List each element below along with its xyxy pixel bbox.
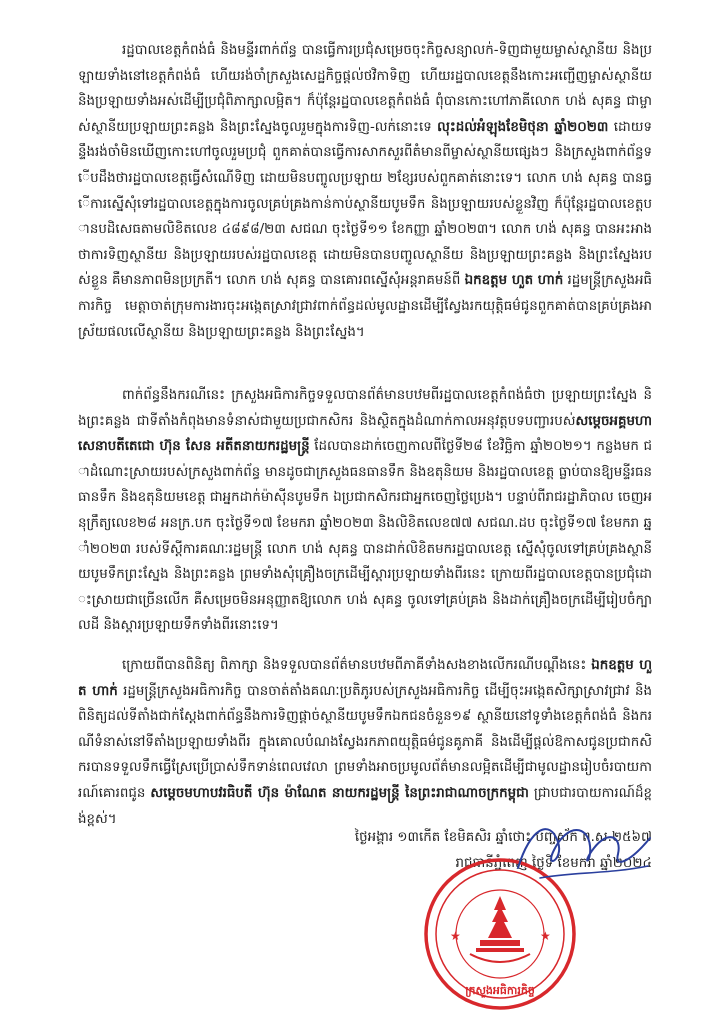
paragraph-3-prime-minister-name: សម្តេចមហាបវរធិបតី ហ៊ុន ម៉ាណែត នាយករដ្ឋមន្ត្រី នៃព្រះរាជាណាចក្រកម្ពុជា [150, 785, 529, 801]
paragraph-1-text-c: រដ្ឋមន្ត្រីក្រសួងអធិការកិច្ច មេត្តាចាត់ក្រុមការងារចុះអង្កេតស្រាវជ្រាវពាក់ព័ន្ធដល់មូលដ្ឋានដើម្បីស្វែងរកយុត្តិធម៌ជូនពួកគាត់បានគ្រប់គ្រងអាស្រ័យផលលើស្ថានីយ និងប្រឡាយព្រះគន្លង និងព្រះស្នែង។ [78, 273, 652, 340]
paragraph-3-text-c: ជ្រាបជារបាយការណ៍ដ៏ខ្ពង់ខ្ពស់។ [78, 785, 653, 827]
paragraph-1-text-b: ដោយទន្ទឹងរង់ចាំមិនឃើញកោះហៅចូលរួមប្រជុំ ពួកគាត់បានធ្វើការសាកសួរពីតំមានពីម្ចាស់ស្ថានីយផ្សេងៗ និងក្រសួងពាក់ព័ន្ធទើបដឹងថារដ្ឋបាលខេត្តធ្វើសំណើទិញ ដោយមិនបញ្ចូលប្រឡាយ ២ខ្សែរបស់ពួកគាត់នោះទេ។ លោក ហង់ សុគន្ធ បានធ្វើការស្នើសុំទៅរដ្ឋបាលខេត្តក្នុងការចូលគ្រប់គ្រងកាន់កាប់ស្ថានីយបូមទឹក និងប្រឡាយរបស់ខ្លួនវិញ ក៏ប៉ុន្តែរដ្ឋបាលខេត្តបានបដិសេធតាមលិខិតលេខ ៤៨៩៨/២៣ សជណ ចុះថ្ងៃទី១១ ខែកញ្ញា ឆ្នាំ២០២៣។ លោក ហង់ សុគន្ធ បានអះអាងថាការទិញស្ថានីយ និងប្រឡាយរបស់រដ្ឋបាលខេត្ត ដោយមិនបានបញ្ចូលស្ថានីយ និងប្រឡាយព្រះគន្លង និងព្រះស្នែងរបស់ខ្លួន គឺមានភាពមិនប្រក្រតី។ លោក ហង់ សុគន្ធ បានគោរពស្នើសុំអន្តរាគមន៍ពី [78, 119, 652, 289]
paragraph-2-text-b: ដែលបានដាក់ចេញកាលពីថ្ងៃទី២៨ ខែវិច្ឆិកា ឆ្នាំ២០២១។ កន្លងមក ជាដំណោះស្រាយរបស់ក្រសួងពាក់ព័ន្ធ មានដូចជាក្រសួងធនធានទឹក និងឧតុនិយម និងរដ្ឋបាលខេត្ត ធ្លាប់បានឱ្យមន្ទីរធនធានទឹក និងឧតុនិយមខេត្ត ជាអ្នកដាក់ម៉ាស៊ីនបូមទឹក ឯប្រជាកសិករជាអ្នកចេញថ្លៃប្រេង។ បន្ទាប់ពីរាជរដ្ឋាភិបាល ចេញអនុក្រឹត្យលេខ២៨ អនក្រ.បក ចុះថ្ងៃទី១៧ ខែមករា ឆ្នាំ២០២៣ និងលិខិតលេខ៧៧ សជណ.ដប ចុះថ្ងៃទី១៧ ខែមករា ឆ្នាំ២០២៣ របស់ទីស្តីការគណៈរដ្ឋមន្ត្រី លោក ហង់ សុគន្ធ បានដាក់លិខិតមករដ្ឋបាលខេត្ត ស្នើសុំចូលទៅគ្រប់គ្រងស្ថានីយបូមទឹកព្រះស្នែង និងព្រះគន្លង ព្រមទាំងសុំគ្រឿងចក្រដើម្បីស្តារប្រឡាយទាំងពីរនេះ ក្រោយពីរដ្ឋបាលខេត្តបានប្រជុំដោះស្រាយជាច្រើនលើក គឺសម្រេចមិនអនុញ្ញាតឱ្យលោក ហង់ សុគន្ធ ចូលទៅគ្រប់គ្រង និងដាក់គ្រឿងចក្រដើម្បីរៀបចំក្បាលដី និងស្តារប្រឡាយទឹកទាំងពីរនោះទេ។ [78, 439, 652, 634]
paragraph-2 [78, 383, 652, 645]
paragraph-3-minister-name: ឯកឧត្តម ហួត ហាក់ [78, 658, 652, 699]
paragraph-3-text-b: រដ្ឋមន្ត្រីក្រសួងអធិការកិច្ច បានចាត់តាំងគណៈប្រតិភូរបស់ក្រសួងអធិការកិច្ច ដើម្បីចុះអង្កេតសិក្សាស្រាវជ្រាវ និងពិនិត្យដល់ទីតាំងជាក់ស្តែងពាក់ព័ន្ធនឹងការទិញផ្តាច់ស្ថានីយបូមទឹកឯកជនចំនួន១៩ ស្ថានីយនៅទូទាំងខេត្តកំពង់ធំ និងករណីទំនាស់នៅទីតាំងប្រឡាយទាំងពីរ ក្នុងគោលបំណងស្វែងរកភាពយុត្តិធម៌ជូនគូភាគី និងដើម្បីផ្តល់ឱកាសជូនប្រជាកសិករបានទទួលទឹកធ្វើស្រែប្រើប្រាស់ទឹកទាន់ពេលវេលា ព្រមទាំងអាចប្រមូលព័ត៌មានលម្អិតដើម្បីជាមូលដ្ឋានរៀបចំរបាយការណ៍គោរពជូន [78, 683, 652, 801]
paragraph-1 [78, 38, 652, 378]
paragraph-1-minister-name: ឯកឧត្តម ហួត ហាក់ [464, 273, 564, 289]
paragraph-1-date-emphasis: លុះដល់អំឡុងខែមិថុនា ឆ្នាំ២០២៣ [437, 119, 609, 135]
handwritten-signature [510, 808, 660, 898]
paragraph-3-text-a: ក្រោយពីបានពិនិត្យ ពិភាក្សា និងទទួលបានព័ត៌មានបឋមពីភាគីទាំងសងខាងលើករណីបណ្តឹងនេះ [122, 658, 592, 673]
stamp-star-right: ★ [540, 929, 551, 943]
paragraph-2-text-a: ពាក់ព័ន្ធនឹងករណីនេះ ក្រសួងអធិការកិច្ចទទួលបានព័ត៌មានបឋមពីរដ្ឋបាលខេត្តកំពង់ធំថា ប្រឡាយព្រះស្នែង និងព្រះគន្លង ជាទីតាំងកំពុងមានទំនាស់ជាមួយប្រជាកសិករ និងស្ថិតក្នុងដំណាក់កាលអនុវត្តបទបញ្ជារបស់ [78, 388, 652, 429]
paragraph-2-samdech-name: សម្តេចអគ្គមហាសេនាបតីតេជោ ហ៊ុន សែន អតីតនាយករដ្ឋមន្ត្រី [78, 413, 652, 455]
stamp-star-left: ★ [450, 929, 461, 943]
solar-date-line: រាជធានីភ្នំពេញ ថ្ងៃទី ខែមករា ឆ្នាំ២០២៤ [455, 856, 652, 871]
paragraph-3 [78, 653, 653, 827]
paragraph-1-text-a: រដ្ឋបាលខេត្តកំពង់ធំ និងមន្ទីរពាក់ព័ន្ធ បានធ្វើការប្រជុំសម្រេចចុះកិច្ចសន្យាលក់-ទិញជាមួយម្ចាស់ស្ថានីយ និងប្រឡាយទាំងនៅខេត្តកំពង់ធំ ហើយរង់ចាំក្រសួងសេដ្ឋកិច្ចផ្តល់ថវិកាទិញ ហើយរដ្ឋបាលខេត្តនឹងកោះអញ្ជើញម្ចាស់ស្ថានីយ និងប្រឡាយទាំងអស់ដើម្បីប្រជុំពិភាក្សាលម្អិត។ ក៏ប៉ុន្តែរដ្ឋបាលខេត្តកំពង់ធំ ពុំបានកោះហៅភាគីលោក ហង់ សុគន្ធ ជាម្ចាស់ស្ថានីយប្រឡាយព្រះគន្លង និងព្រះស្នែងចូលរួមក្នុងការទិញ-លក់នោះទេ [78, 43, 652, 135]
stamp-caption: ក្រសួងអធិការកិច្ច [465, 984, 535, 997]
lunar-date-line: ថ្ងៃអង្គារ ១៣កើត ខែមិគសិរ ឆ្នាំថោះ បញ្ចស័ក ព.ស.២៥៦៧ [354, 830, 652, 845]
